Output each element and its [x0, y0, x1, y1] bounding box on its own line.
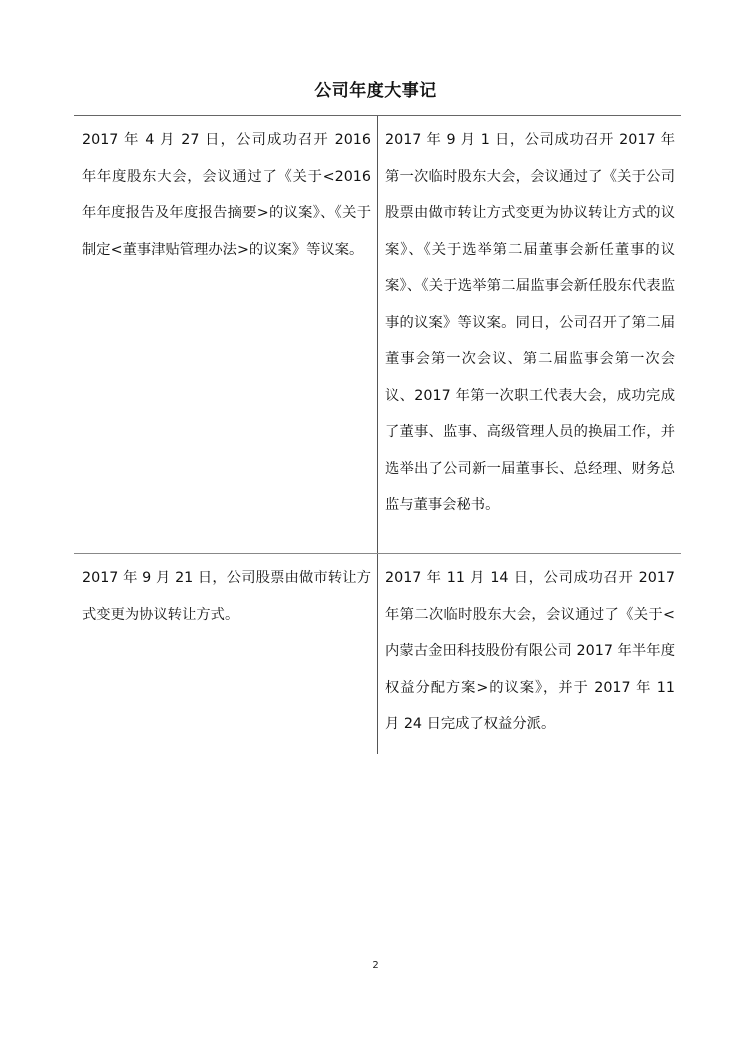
events-table: [74, 115, 681, 754]
event-cell: 2017 年 9 月 21 日，公司股票由做市转让方式变更为协议转让方式。: [74, 554, 378, 754]
page-number: 2: [372, 960, 379, 971]
event-cell: 2017 年 9 月 1 日，公司成功召开 2017 年第一次临时股东大会，会议通过了《关于公司股票由做市转让方式变更为协议转让方式的议案》、《关于选举第二届董事会新任董事的议案》、《关于选举第二届监事会新任股东代表监事的议案》等议案。同日，公司召开了第二届董事会第一次会议、第二届监事会第一次会议、2017 年第一次职工代表大会，成功完成了董事、监事、高级管理人员的换届工作，并选举出了公司新一届董事长、总经理、财务总监与董事会秘书。: [385, 132, 675, 513]
table-row: [74, 553, 681, 754]
page-title: 公司年度大事记: [314, 81, 437, 101]
event-cell: 2017 年 11 月 14 日，公司成功召开 2017 年第二次临时股东大会，会议通过了《关于<内蒙古金田科技股份有限公司 2017 年半年度权益分配方案>的议案》，并于 2017 年 11 月 24 日完成了权益分派。: [385, 570, 675, 732]
event-cell: 2017 年 4 月 27 日，公司成功召开 2016 年年度股东大会，会议通过了《关于<2016 年年度报告及年度报告摘要>的议案》、《关于制定<董事津贴管理办法>的议案》等议案。: [74, 116, 378, 553]
table-row: [74, 115, 681, 553]
